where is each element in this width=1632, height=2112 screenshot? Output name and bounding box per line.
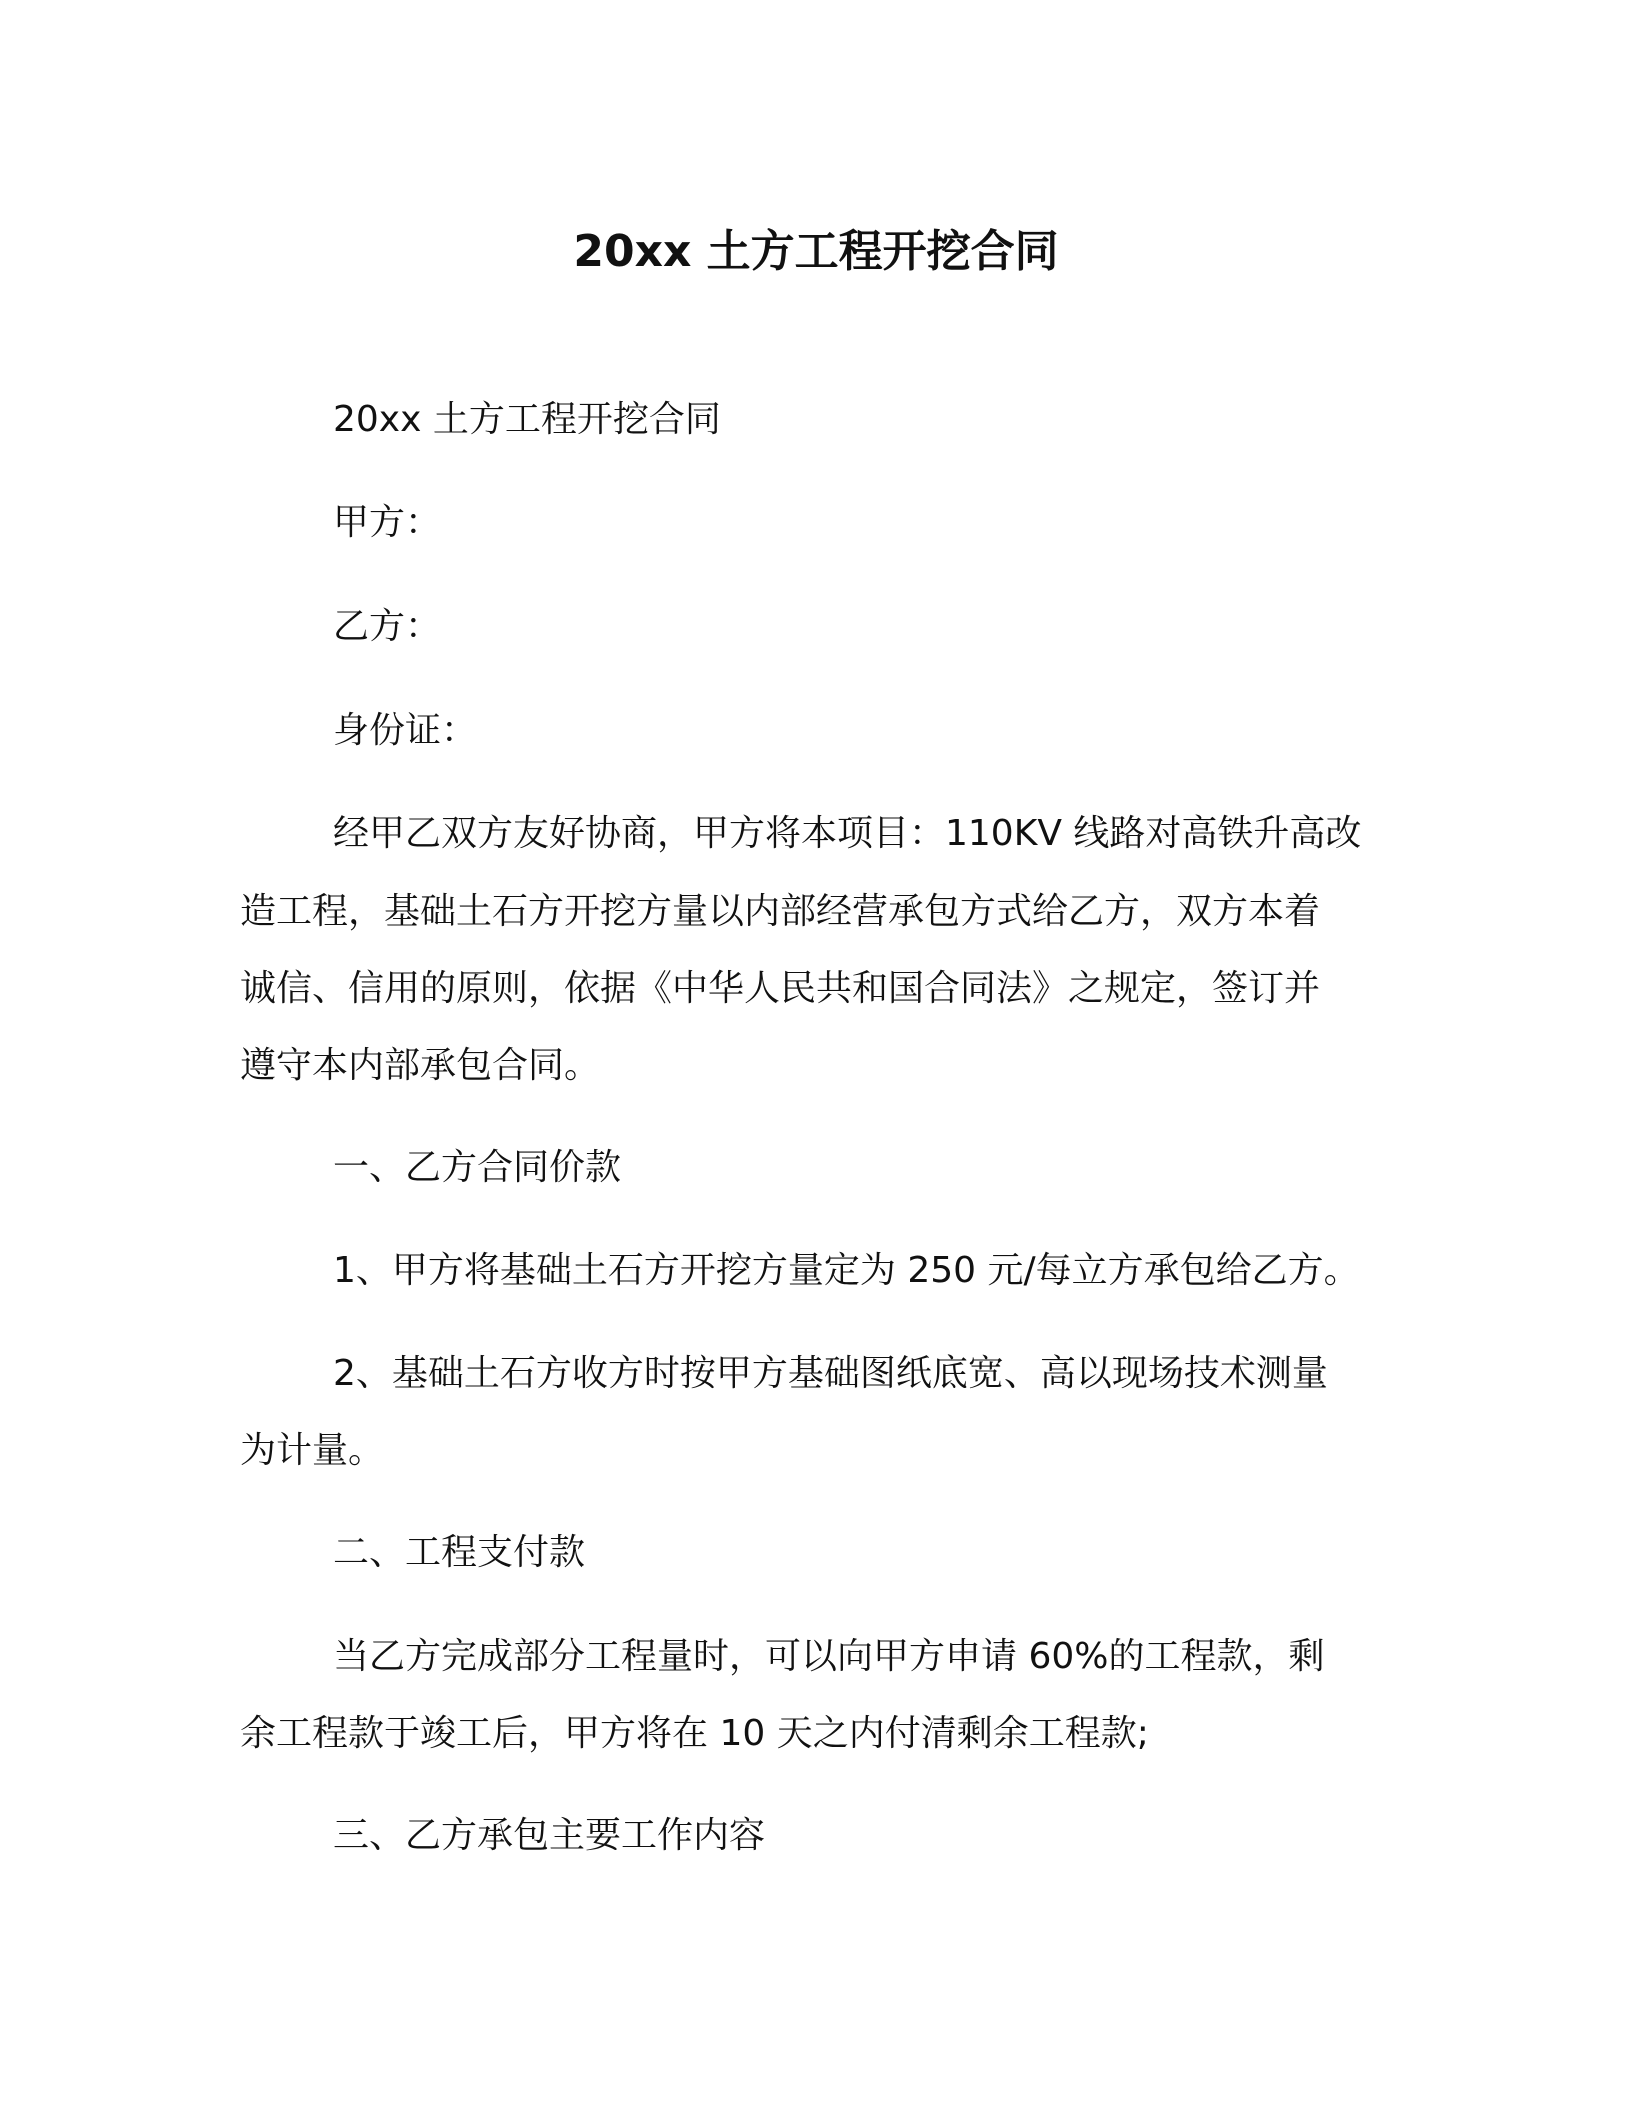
party-b-label: 乙方： bbox=[333, 606, 442, 647]
document-title: 20xx 土方工程开挖合同 bbox=[573, 226, 1059, 277]
section-heading-2: 二、工程支付款 bbox=[333, 1532, 586, 1573]
section-heading-3: 三、乙方承包主要工作内容 bbox=[333, 1815, 766, 1856]
clause-1-2-line-2: 为计量。 bbox=[240, 1430, 385, 1471]
payment-paragraph-line-2: 余工程款于竣工后，甲方将在 10 天之内付清剩余工程款; bbox=[240, 1713, 1149, 1754]
clause-1-2-line-1: 2、基础土石方收方时按甲方基础图纸底宽、高以现场技术测量 bbox=[333, 1353, 1328, 1394]
clause-1-1: 1、甲方将基础土石方开挖方量定为 250 元/每立方承包给乙方。 bbox=[333, 1250, 1360, 1291]
intro-paragraph-line-4: 遵守本内部承包合同。 bbox=[240, 1045, 601, 1086]
intro-paragraph-line-1: 经甲乙双方友好协商，甲方将本项目：110KV 线路对高铁升高改 bbox=[333, 813, 1362, 854]
intro-paragraph-line-3: 诚信、信用的原则，依据《中华人民共和国合同法》之规定，签订并 bbox=[240, 968, 1321, 1009]
id-card-label: 身份证： bbox=[333, 710, 478, 751]
intro-paragraph-line-2: 造工程，基础土石方开挖方量以内部经营承包方式给乙方，双方本着 bbox=[240, 891, 1321, 932]
section-heading-1: 一、乙方合同价款 bbox=[333, 1147, 622, 1188]
party-a-label: 甲方： bbox=[333, 502, 442, 543]
contract-name-line: 20xx 土方工程开挖合同 bbox=[333, 399, 721, 440]
payment-paragraph-line-1: 当乙方完成部分工程量时，可以向甲方申请 60%的工程款，剩 bbox=[333, 1636, 1325, 1677]
